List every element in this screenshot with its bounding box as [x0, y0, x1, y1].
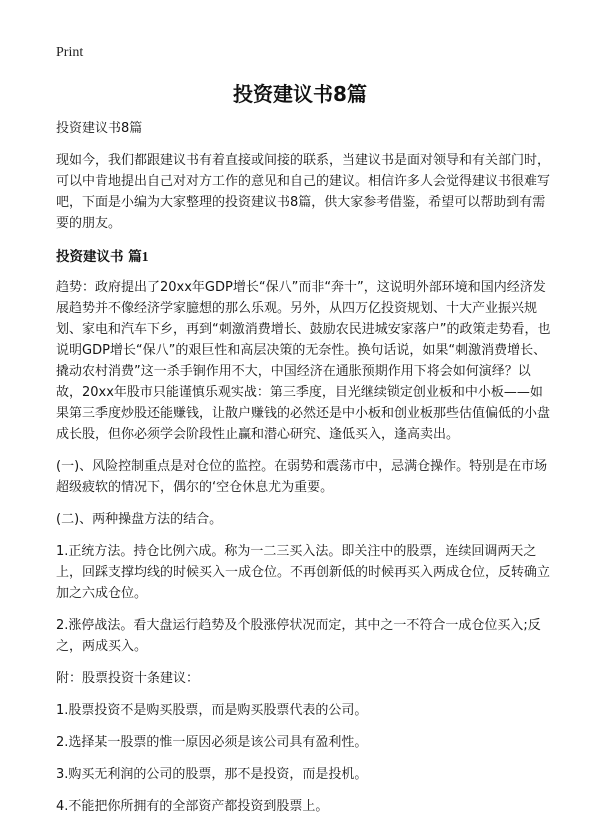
paragraph-method-2: 2.涨停战法。看大盘运行趋势及个股涨停状况而定，其中之一不符合一成仓位买入;反之，两成买入。: [56, 618, 541, 654]
paragraph-two-methods: (二)、两种操盘方法的结合。: [56, 512, 223, 527]
paragraph-trend: 趋势：政府提出了20xx年GDP增长“保八”而非“奔十”，这说明外部环境和国内经济发展趋势并不像经济学家臆想的那么乐观。另外，从四万亿投资规划、十大产业振兴规划、家电和汽车下乡，再到“刺激消费增长、鼓励农民进城安家落户”的政策走势看，也说明GDP增长“保八”的艰巨性和高层决策的无奈性。换句话说，如果“刺激消费增长、撬动农村消费”这一杀手锏作用不大，中国经济在通胀预期作用下将会如何演绎？以故，20xx年股市只能谨慎乐观实战：第三季度，目光继续锁定创业板和中小板——如果第三季度炒股还能赚钱，让散户赚钱的必然还是中小板和创业板那些估值偏低的小盘成长股，但你必须学会阶段性止赢和潜心研究、逢低买入，逢高卖出。: [56, 280, 551, 442]
document-subtitle: 投资建议书8篇: [56, 121, 143, 136]
list-item: 3.购买无利润的公司的股票，那不是投资，而是投机。: [56, 767, 368, 782]
paragraph-risk-control: (一)、风险控制重点是对仓位的监控。在弱势和震荡市中，忌满仓操作。特别是在市场超级疲软的情况下，偶尔的‘空仓休息尤为重要。: [56, 459, 548, 495]
paragraph-method-1: 1.正统方法。持仓比例六成。称为一二三买入法。即关注中的股票，连续回调两天之上，回踩支撑均线的时候买入一成仓位。不再创新低的时候再买入两成仓位，反转确立加之六成仓位。: [56, 544, 551, 601]
list-item: 1.股票投资不是购买股票，而是购买股票代表的公司。: [56, 703, 368, 718]
page-title: 投资建议书8篇: [233, 82, 367, 106]
paragraph-tips-heading: 附：股票投资十条建议：: [56, 671, 200, 686]
section-heading: [56, 247, 553, 267]
intro-paragraph: 现如今，我们都跟建议书有着直接或间接的联系，当建议书是面对领导和有关部门时，可以中肯地提出自己对对方工作的意见和自己的建议。相信许多人会觉得建议书很难写吧，下面是小编为大家整理的投资建议书8篇，供大家参考借鉴，希望可以帮助到有需要的朋友。: [56, 153, 551, 231]
print-link[interactable]: Print: [56, 45, 84, 60]
section-heading-text: 投资建议书 篇: [56, 249, 142, 265]
document-body: [56, 118, 553, 828]
list-item: 2.选择某一股票的惟一原因必须是该公司具有盈利性。: [56, 735, 368, 750]
section-heading-number: 1: [141, 249, 149, 264]
list-item: 4.不能把你所拥有的全部资产都投资到股票上。: [56, 799, 329, 814]
